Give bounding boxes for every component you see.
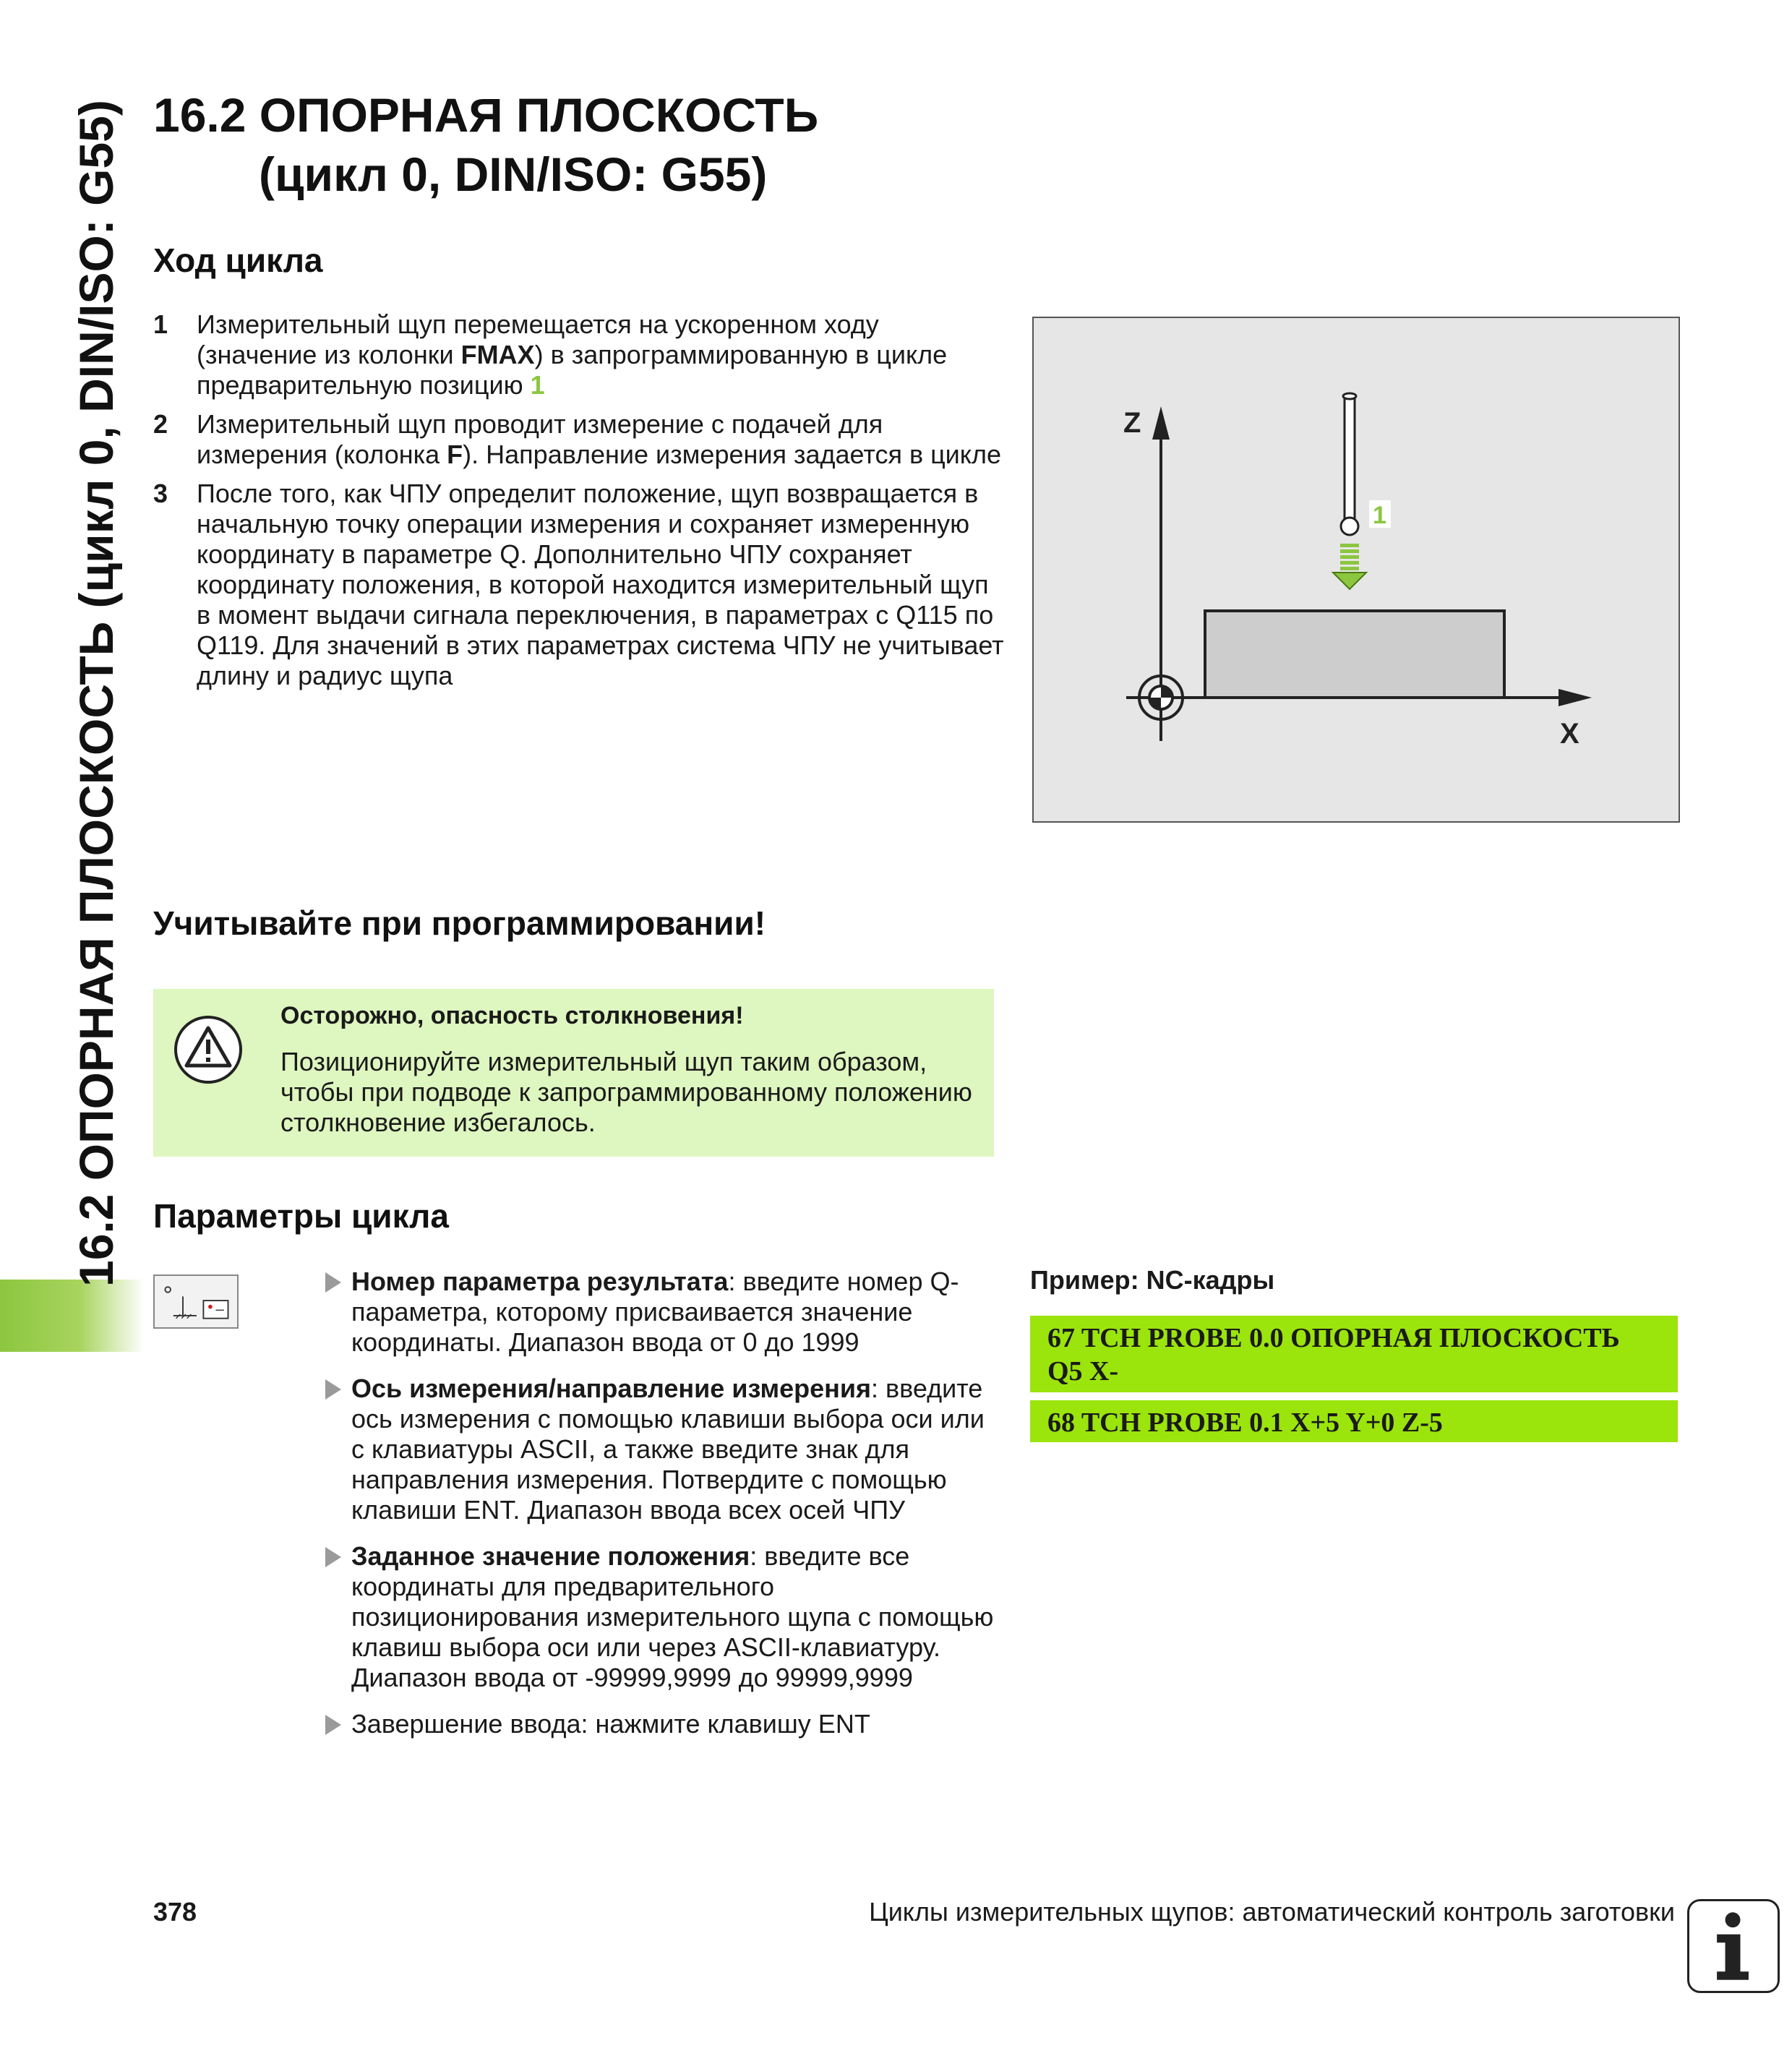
param-item <box>325 1541 998 1693</box>
step-number: 3 <box>153 479 168 508</box>
step-text: После того, как ЧПУ определит положение, щуп возвращается в начальную точку операции измерения и сохраняет измеренную координату в параметре Q. Дополнительно ЧПУ сохраняет координату положения, в которой находится измерительный щуп в момент выдачи сигнала переключения, в параметрах с Q115 по Q119. Для значений в этих параметрах система ЧПУ не учитывает длину и радиус щупа <box>197 479 1004 690</box>
nc-block-68 <box>1030 1400 1678 1442</box>
page-title-line2: (цикл 0, DIN/ISO: G55) <box>259 147 768 201</box>
chapter-tab <box>0 1280 145 1352</box>
bullet-triangle-icon <box>325 1272 341 1293</box>
feed-arrow-stripe <box>1340 567 1359 570</box>
probe-cycle-icon <box>155 1276 237 1327</box>
x-axis-label: X <box>1560 718 1579 750</box>
page-title-line1: 16.2 ОПОРНАЯ ПЛОСКОСТЬ <box>153 88 819 142</box>
step-text-part: ) в запрограммированную в цикле предварительную позицию <box>197 340 948 400</box>
cycle-section-title: Ход цикла <box>153 241 323 279</box>
step-text-part: Измерительный щуп проводит измерение с подачей для измерения (колонка <box>197 409 883 469</box>
cycle-softkey-icon <box>153 1274 239 1329</box>
param-name: Ось измерения/направление измерения <box>351 1374 871 1403</box>
param-description: Завершение ввода: нажмите клавишу ENT <box>351 1709 870 1739</box>
params-list <box>325 1267 998 1755</box>
position-label: 1 <box>1373 502 1386 529</box>
params-section-title: Параметры цикла <box>153 1197 449 1235</box>
nc-line: 68 TCH PROBE 0.1 X+5 Y+0 Z-5 <box>1047 1408 1443 1438</box>
probe-ball <box>1341 518 1358 535</box>
param-item <box>325 1267 998 1358</box>
feed-arrow-head <box>1333 573 1366 589</box>
feed-arrow-stripe <box>1340 544 1359 547</box>
info-glyph <box>1689 1901 1778 1991</box>
probe-diagram-svg <box>1034 318 1679 821</box>
step-text-bold: FMAX <box>460 340 535 369</box>
probe-stylus <box>1345 396 1355 520</box>
step-text-bold: F <box>447 440 463 469</box>
cycle-step <box>153 409 1006 470</box>
info-icon <box>1687 1899 1780 1993</box>
param-item <box>325 1709 998 1739</box>
z-axis-label: Z <box>1123 407 1141 439</box>
step-number: 1 <box>153 309 168 339</box>
warning-icon <box>172 1014 244 1086</box>
z-axis-arrow <box>1152 406 1170 440</box>
step-text <box>197 409 1006 470</box>
param-description: : введите номер Q-параметра, которому присваивается значение координаты. Диапазон ввода от 0 до 1999 <box>351 1267 959 1357</box>
warning-text: Позиционируйте измерительный щуп таким образом, чтобы при подводе к запрограммированному положению столкновение избегалось. <box>280 1047 972 1137</box>
feed-arrow-stripe <box>1340 555 1359 559</box>
step-text-part: Измерительный щуп перемещается на ускоренном ходу (значение из колонки <box>197 309 879 369</box>
nc-line: 67 TCH PROBE 0.0 ОПОРНАЯ ПЛОСКОСТЬ <box>1047 1323 1620 1353</box>
param-description: : введите все координаты для предварительного позиционирования измерительного щупа с помощью клавиш выбора оси или через ASCII-клавиатуру. Диапазон ввода от -99999,9999 до 99999,9999 <box>351 1541 994 1692</box>
param-item <box>325 1374 998 1525</box>
notes-section-title: Учитывайте при программировании! <box>153 904 766 942</box>
bullet-triangle-icon <box>325 1547 341 1567</box>
footer-chapter-title: Циклы измерительных щупов: автоматический контроль заготовки <box>869 1897 1675 1927</box>
cycle-step <box>153 479 1006 691</box>
nc-block-67 <box>1030 1316 1678 1392</box>
cycle-step <box>153 309 1006 400</box>
workpiece-block <box>1205 611 1504 698</box>
nc-line: Q5 X- <box>1047 1356 1119 1387</box>
param-name: Номер параметра результата <box>351 1267 729 1296</box>
probe-diagram <box>1032 317 1680 823</box>
example-label: Пример: NC-кадры <box>1030 1265 1275 1295</box>
cycle-steps-list <box>153 309 1006 700</box>
step-number: 2 <box>153 409 168 439</box>
origin-quadrant <box>1161 686 1172 698</box>
bullet-triangle-icon <box>325 1379 341 1400</box>
param-name: Заданное значение положения <box>351 1541 750 1571</box>
bullet-triangle-icon <box>325 1715 341 1735</box>
feed-arrow-stripe <box>1340 561 1359 565</box>
origin-quadrant <box>1149 698 1161 709</box>
feed-arrow-stripe <box>1340 549 1359 553</box>
probe-stylus-top <box>1343 393 1356 399</box>
step-position-ref: 1 <box>530 370 545 400</box>
warning-box <box>153 989 994 1157</box>
step-text-part: ). Направление измерения задается в цикле <box>463 440 1001 469</box>
param-description: : введите ось измерения с помощью клавиши выбора оси или с клавиатуры ASCII, а также введите знак для направления измерения. Потвердите с помощью клавиши ENT. Диапазон ввода всех осей ЧПУ <box>351 1374 985 1525</box>
side-running-title: 16.2 ОПОРНАЯ ПЛОСКОСТЬ (цикл 0, DIN/ISO: G55) <box>69 100 123 1287</box>
x-axis-arrow <box>1559 689 1592 706</box>
page-title <box>153 85 818 204</box>
step-text <box>197 309 1006 400</box>
page-number: 378 <box>153 1897 197 1927</box>
warning-title: Осторожно, опасность столкновения! <box>280 1002 744 1029</box>
